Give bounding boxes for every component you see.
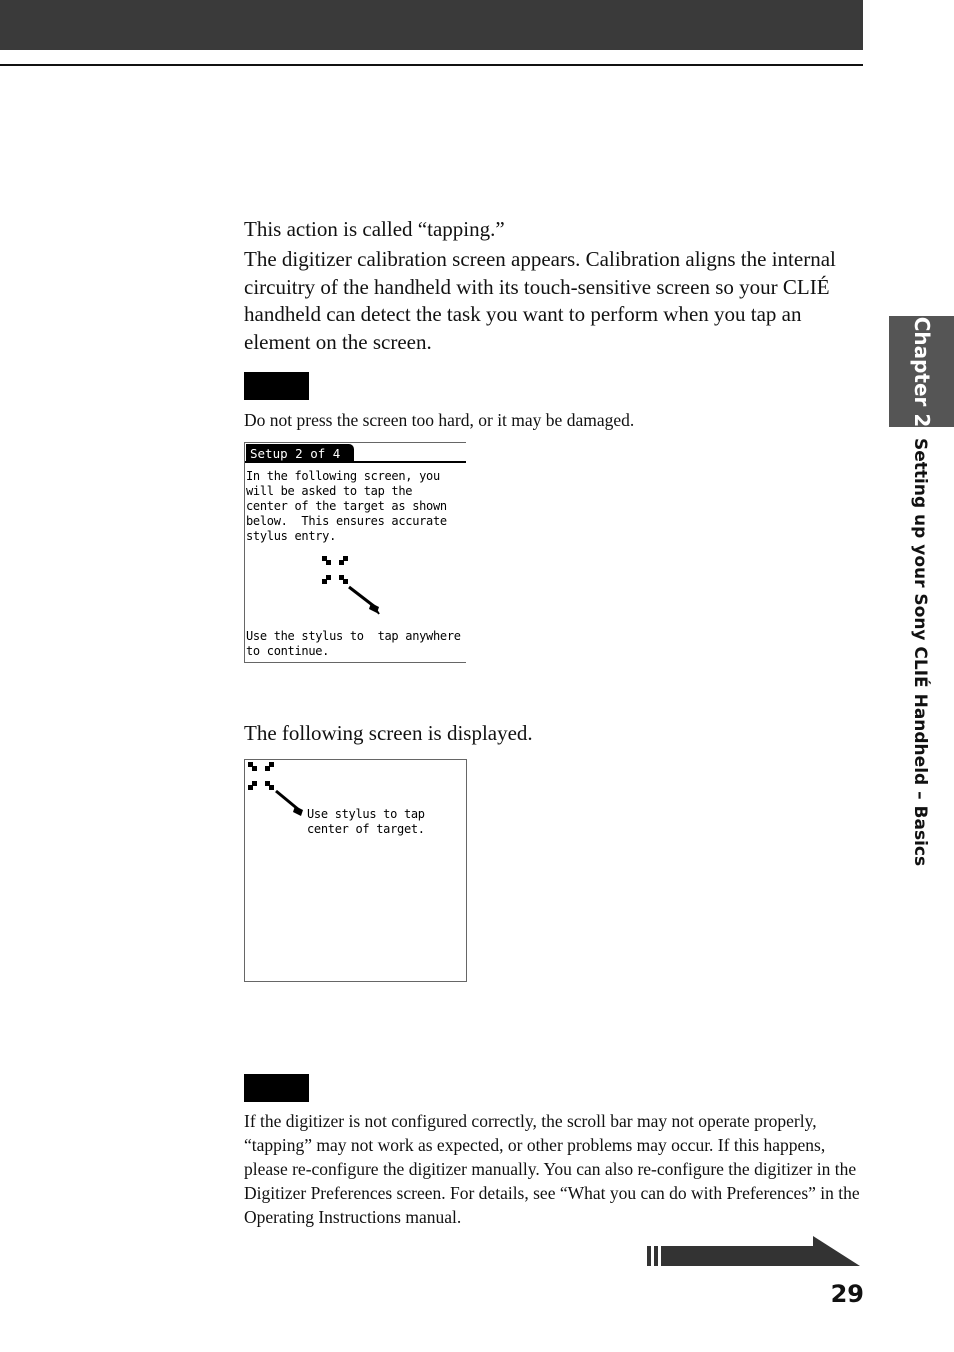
chapter-label: Chapter 2 (909, 316, 934, 427)
tapping-line: This action is called “tapping.” (244, 217, 505, 241)
chapter-tab (889, 316, 954, 427)
calibration-instructions: Use stylus to tap center of target. (307, 807, 425, 836)
note-text: Do not press the screen too hard, or it may be damaged. (244, 410, 635, 430)
setup-instructions: In the following screen, you will be asked to tap the center of the target as shown below. This ensures accurate stylus entry. (246, 469, 447, 543)
setup-screen (244, 442, 466, 663)
continue-instructions: Use the stylus to tap anywhere to continue. (246, 629, 461, 658)
page-number: 29 (830, 1280, 864, 1308)
note-text: If the digitizer is not configured correctly, the scroll bar may not operate properly, “tapping” may not work as expected, or other problems may occur. If this happens, please re-configure the digitizer manually. You can also re-configure the digitizer in the Digitizer Preferences screen. For details, see “What you can do with Preferences” in the Operating Instructions manual. (244, 1111, 860, 1227)
calibration-paragraph: The digitizer calibration screen appears. Calibration aligns the internal circuitry of the handheld with its touch-sensitive screen so your CLIÉ handheld can detect the task you want to perform when you tap an element on the screen. (244, 247, 836, 354)
following-screen-line: The following screen is displayed. (244, 721, 533, 745)
header-bar (0, 0, 863, 50)
section-title-text: Setting up your Sony CLIÉ Handheld – Basics (910, 438, 930, 867)
note-marker (244, 1074, 309, 1102)
section-title (909, 438, 931, 878)
stylus-icon (345, 583, 385, 617)
continue-arrow-icon (647, 1236, 862, 1268)
calibration-screen (244, 759, 467, 982)
stylus-icon (273, 788, 309, 822)
note-marker (244, 372, 309, 400)
header-rule (0, 64, 863, 66)
screen-title-tab: Setup 2 of 4 (246, 444, 354, 463)
